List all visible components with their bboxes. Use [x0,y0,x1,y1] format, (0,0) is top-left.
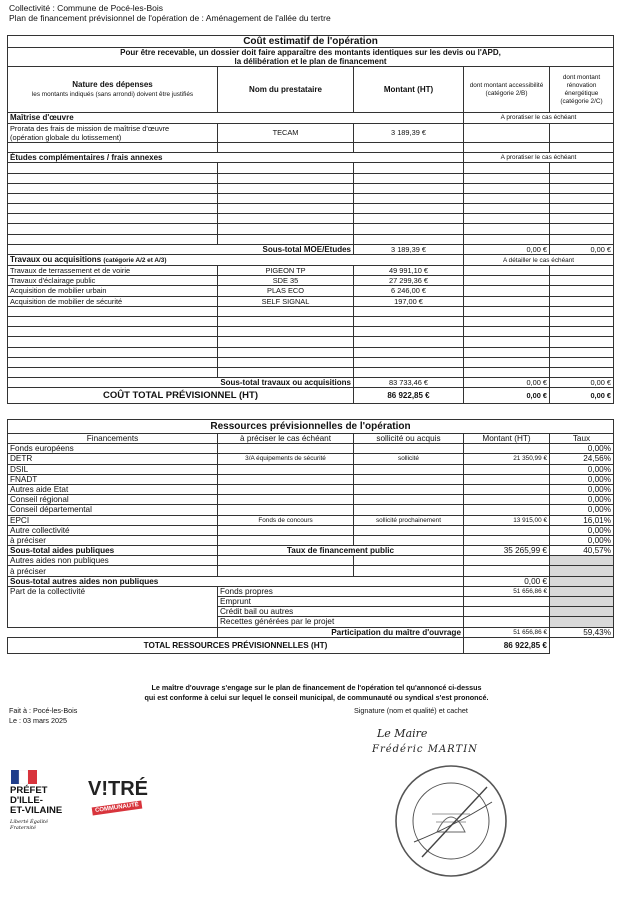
cost-subtitle-1: Pour être recevable, un dossier doit faire apparaître des montants identiques sur les devis ou l'APD, [8,48,614,58]
fin-taux: 16,01% [550,515,614,525]
fin-sol [354,495,464,505]
financement-row [8,495,614,505]
fin-montant: 13 915,00 € [464,515,550,525]
part-item-montant: 51 656,86 € [464,586,550,596]
part-collectivite-label: Part de la collectivité [8,586,218,627]
fin-sol: sollicité prochainement [354,515,464,525]
col-financements: Financements [8,434,218,444]
travaux-nature: Travaux d'éclairage public [8,276,218,286]
prefet-line-1: PRÉFET [10,785,48,796]
col-accessibilite-header: dont montant accessibilité (catégorie 2/B) [464,67,550,113]
financement-row [8,525,614,535]
fin-taux: 0,00% [550,464,614,474]
engagement-line-2: qui est conforme à celui sur lequel le conseil municipal, de communauté ou syndical s'est prononcé. [144,693,489,702]
col-taux: Taux [550,434,614,444]
col-sollicite: sollicité ou acquis [354,434,464,444]
fin-prec [218,525,354,535]
travaux-nature: Travaux de terrassement et de voirie [8,266,218,276]
travaux-title [8,255,464,266]
vitre-logo: V!TRÉ [88,778,148,800]
fin-sol [354,464,464,474]
fin-taux: 0,00% [550,495,614,505]
financement-row [8,535,614,545]
moe-note: A proratiser le cas échéant [464,113,614,123]
fin-montant [464,505,550,515]
travaux-prestataire: SDE 35 [218,276,354,286]
fin-montant [464,444,550,454]
moe-line-1: Prorata des frais de mission de maîtrise d'œuvre [8,123,218,133]
fin-prec [218,464,354,474]
fin-label: à préciser [8,535,218,545]
signature-label: Signature (nom et qualité) et cachet [354,706,468,715]
fin-montant: 21 350,99 € [464,454,550,464]
sous-total-travaux-access: 0,00 € [464,378,550,388]
cout-total-renov: 0,00 € [550,388,614,404]
travaux-prestataire: PLAS ECO [218,286,354,296]
financement-row [8,464,614,474]
travaux-row [8,266,614,276]
travaux-montant: 49 991,10 € [354,266,464,276]
moe-line-2: (opération globale du lotissement) [8,133,218,143]
part-item: Fonds propres [218,586,464,596]
part-item-montant [464,617,550,627]
fin-sol [354,484,464,494]
operation-line: Plan de financement prévisionnel de l'opération de : Aménagement de l'allée du tertre [9,13,331,23]
travaux-prestataire: PIGEON TP [218,266,354,276]
fin-prec [218,505,354,515]
cout-total-access: 0,00 € [464,388,550,404]
travaux-montant: 6 246,00 € [354,286,464,296]
fin-montant [464,464,550,474]
signature-handwritten-1: Le Maire [377,727,428,740]
fin-sol [354,444,464,454]
a-preciser-np: à préciser [8,566,218,576]
cout-total-montant: 86 922,85 € [354,388,464,404]
financement-row [8,444,614,454]
cout-total-label: COÛT TOTAL PRÉVISIONNEL (HT) [8,388,354,404]
col-montant-header: Montant (HT) [354,67,464,113]
travaux-montant: 197,00 € [354,296,464,306]
travaux-row [8,276,614,286]
col-nature-label: Nature des dépenses [72,79,153,89]
fin-sol [354,535,464,545]
fin-taux: 0,00% [550,505,614,515]
sous-total-moe-renov: 0,00 € [550,244,614,254]
sous-total-travaux-renov: 0,00 € [550,378,614,388]
sous-total-moe-access: 0,00 € [464,244,550,254]
etudes-note: A proratiser le cas échéant [464,153,614,163]
fin-label: Fonds européens [8,444,218,454]
date-le: Le : 03 mars 2025 [9,716,67,725]
cost-subtitle-2: la délibération et le plan de financement [8,57,614,67]
mairie-stamp [392,762,510,880]
cost-table [7,35,614,404]
fin-montant [464,474,550,484]
participation-montant: 51 656,86 € [464,627,550,637]
moe-montant: 3 189,39 € [354,123,464,142]
fin-taux: 24,56% [550,454,614,464]
cost-title: Coût estimatif de l'opération [8,36,614,48]
marianne-icon [11,770,37,784]
financement-row [8,484,614,494]
fin-label: FNADT [8,474,218,484]
fin-label: Conseil régional [8,495,218,505]
prefet-line-2: D'ILLE- [10,795,43,806]
etudes-title: Études complémentaires / frais annexes [8,153,464,163]
col-preciser: à préciser le cas échéant [218,434,354,444]
participation-label: Participation du maître d'ouvrage [218,627,464,637]
fin-label: Autres aide Etat [8,484,218,494]
fin-prec [218,484,354,494]
sous-total-publiques-montant: 35 265,99 € [464,546,550,556]
prefet-logo [10,786,62,816]
sous-total-non-publiques-montant: 0,00 € [464,576,550,586]
travaux-montant: 27 299,36 € [354,276,464,286]
sous-total-publiques-label: Sous-total aides publiques [8,546,218,556]
vitre-sub: COMMUNAUTÉ [92,801,143,816]
fin-prec [218,474,354,484]
col-montant: Montant (HT) [464,434,550,444]
part-item: Crédit bail ou autres [218,607,464,617]
fin-prec: 3/A équipements de sécurité [218,454,354,464]
fin-label: DSIL [8,464,218,474]
total-ressources-montant: 86 922,85 € [464,637,550,653]
fait-a: Fait à : Pocé-les-Bois [9,706,78,715]
travaux-prestataire: SELF SIGNAL [218,296,354,306]
fin-taux: 0,00% [550,484,614,494]
financement-row [8,505,614,515]
travaux-row [8,286,614,296]
ressources-title: Ressources prévisionnelles de l'opération [8,420,614,434]
travaux-row [8,296,614,306]
autres-non-publiques: Autres aides non publiques [8,556,218,566]
fin-sol [354,474,464,484]
financement-row [8,454,614,464]
fin-montant [464,535,550,545]
sous-total-moe-montant: 3 189,39 € [354,244,464,254]
fin-label: DETR [8,454,218,464]
total-ressources-label: TOTAL RESSOURCES PRÉVISIONNELLES (HT) [8,637,464,653]
fin-taux: 0,00% [550,444,614,454]
financement-row [8,474,614,484]
col-nature-header [8,67,218,113]
col-nature-sub: les montants indiqués (sans arrondi) doivent être justifiés [31,90,194,98]
signature-handwritten-2: Frédéric MARTIN [372,744,478,755]
moe-title: Maîtrise d'œuvre [8,113,464,123]
engagement-line-1: Le maître d'ouvrage s'engage sur le plan de financement de l'opération tel qu'annoncé ci-dessus [151,683,482,692]
fin-sol [354,505,464,515]
sous-total-non-publiques-label: Sous-total autres aides non publiques [8,576,464,586]
participation-taux: 59,43% [550,627,614,637]
fin-montant [464,525,550,535]
financement-row [8,515,614,525]
sous-total-publiques-taux: 40,57% [550,546,614,556]
part-item: Recettes générées par le projet [218,617,464,627]
sous-total-travaux-label: Sous-total travaux ou acquisitions [8,378,354,388]
fin-taux: 0,00% [550,525,614,535]
travaux-nature: Acquisition de mobilier de sécurité [8,296,218,306]
sous-total-travaux-montant: 83 733,46 € [354,378,464,388]
fin-taux: 0,00% [550,474,614,484]
fin-label: EPCI [8,515,218,525]
collectivite-line: Collectivité : Commune de Pocé-les-Bois [9,3,164,13]
fin-prec [218,444,354,454]
fin-taux: 0,00% [550,535,614,545]
col-prestataire-header: Nom du prestataire [218,67,354,113]
fin-sol [354,525,464,535]
part-item-montant [464,597,550,607]
resources-table [7,419,614,654]
sous-total-moe-label: Sous-total MOE/Etudes [8,244,354,254]
fin-montant [464,484,550,494]
prefet-line-3: ET-VILAINE [10,805,63,816]
taux-financement-public-label: Taux de financement public [218,546,464,556]
part-item-montant [464,607,550,617]
prefet-devise: Liberté Égalité Fraternité [10,819,49,831]
fin-label: Autre collectivité [8,525,218,535]
travaux-title-sub: (catégorie A/2 et A/3) [103,257,167,264]
fin-prec: Fonds de concours [218,515,354,525]
fin-montant [464,495,550,505]
travaux-note: A détailler le cas échéant [464,255,614,266]
part-item: Emprunt [218,597,464,607]
col-renovation-header: dont montant rénovation énergétique (catégorie 2/C) [550,67,614,113]
moe-prestataire: TECAM [218,123,354,142]
travaux-title-label: Travaux ou acquisitions [10,255,102,264]
fin-label: Conseil départemental [8,505,218,515]
fin-prec [218,535,354,545]
travaux-nature: Acquisition de mobilier urbain [8,286,218,296]
fin-sol: sollicité [354,454,464,464]
fin-prec [218,495,354,505]
